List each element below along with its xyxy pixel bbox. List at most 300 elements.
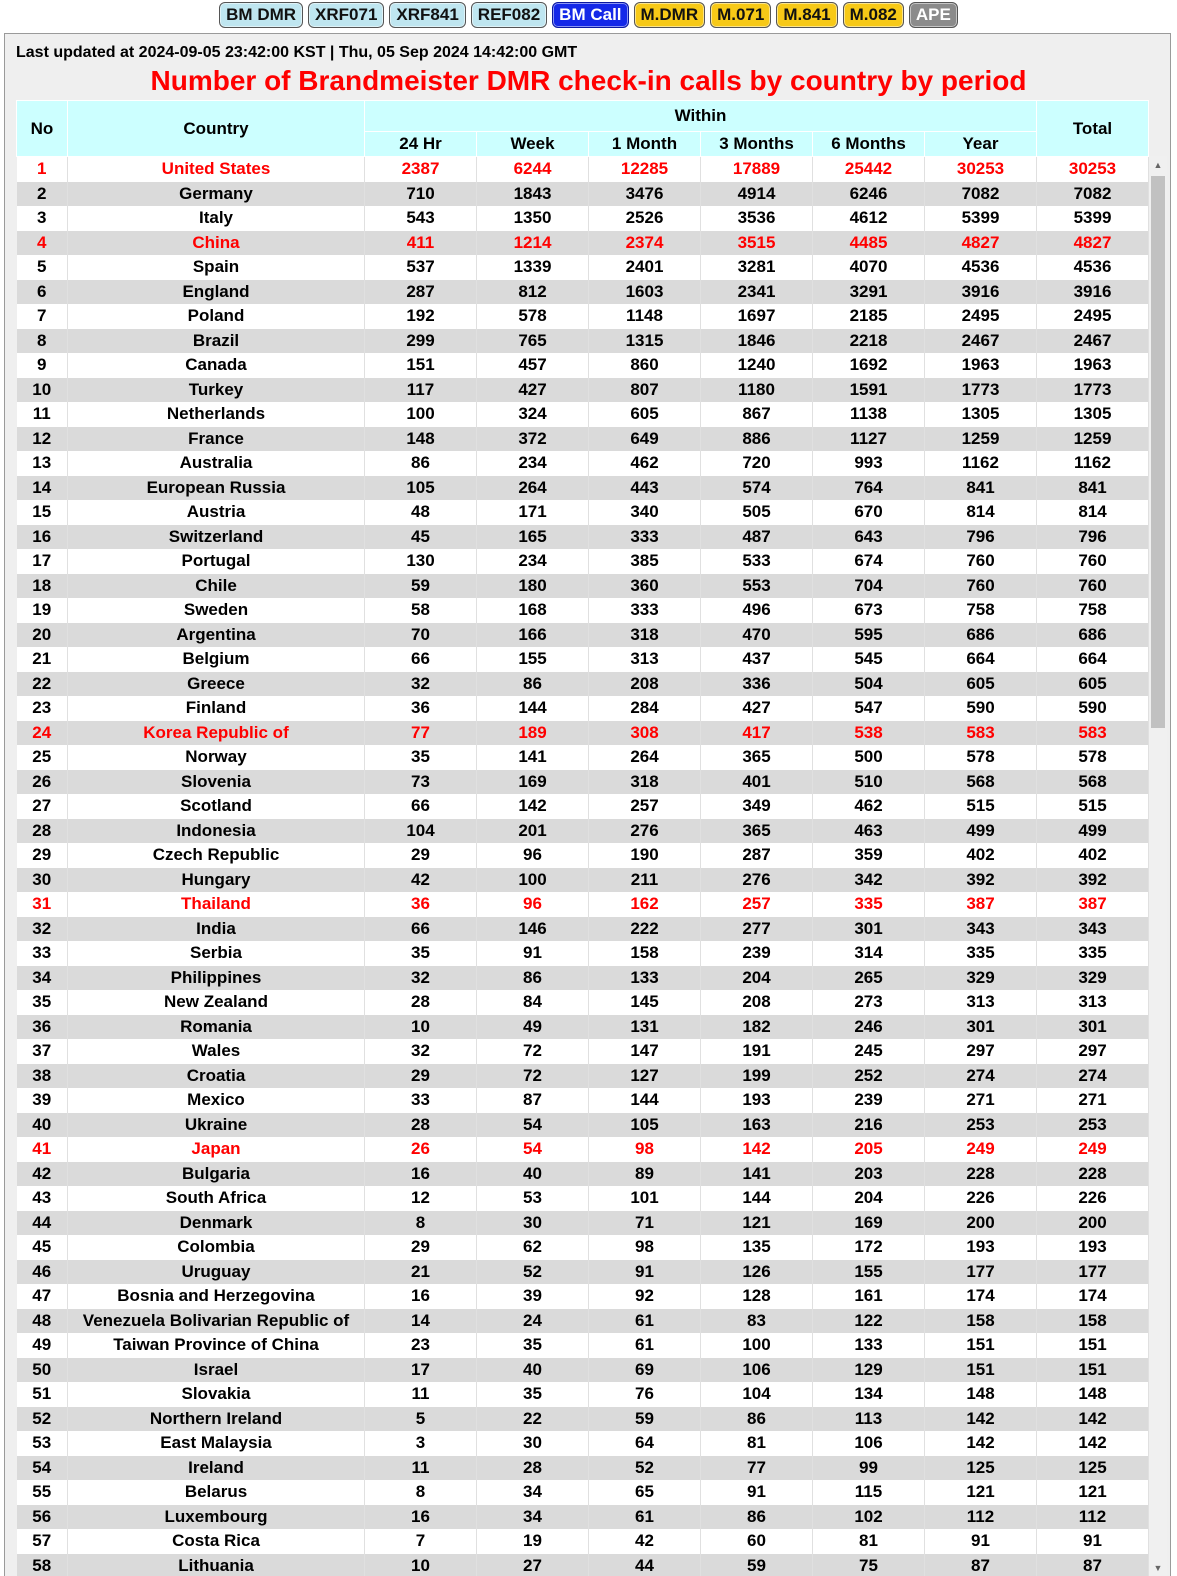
row-no: 45 (17, 1235, 68, 1260)
row-period-value: 1214 (477, 231, 589, 256)
tab-ape[interactable]: APE (909, 2, 958, 28)
row-period-value: 605 (925, 672, 1037, 697)
row-total: 335 (1037, 941, 1149, 966)
row-period-value: 158 (925, 1309, 1037, 1334)
row-no: 39 (17, 1088, 68, 1113)
table-row (17, 1529, 1149, 1554)
row-period-value: 265 (813, 966, 925, 991)
row-period-value: 115 (813, 1480, 925, 1505)
row-period-value: 177 (925, 1260, 1037, 1285)
row-country: Mexico (68, 1088, 365, 1113)
row-period-value: 583 (925, 721, 1037, 746)
table-row (17, 819, 1149, 844)
row-period-value: 704 (813, 574, 925, 599)
row-country: India (68, 917, 365, 942)
row-period-value: 193 (925, 1235, 1037, 1260)
row-country: Sweden (68, 598, 365, 623)
row-period-value: 649 (589, 427, 701, 452)
tab-xrf841[interactable]: XRF841 (389, 2, 465, 28)
row-period-value: 58 (365, 598, 477, 623)
row-period-value: 1315 (589, 329, 701, 354)
row-period-value: 98 (589, 1235, 701, 1260)
row-period-value: 11 (365, 1382, 477, 1407)
row-period-value: 168 (477, 598, 589, 623)
col-header-country: Country (68, 101, 365, 157)
row-period-value: 142 (477, 794, 589, 819)
row-period-value: 49 (477, 1015, 589, 1040)
content-panel (4, 33, 1171, 1576)
row-total: 313 (1037, 990, 1149, 1015)
row-period-value: 313 (925, 990, 1037, 1015)
row-period-value: 34 (477, 1505, 589, 1530)
tab-m-071[interactable]: M.071 (710, 2, 771, 28)
row-period-value: 53 (477, 1186, 589, 1211)
row-period-value: 427 (477, 378, 589, 403)
table-row (17, 1382, 1149, 1407)
row-period-value: 199 (701, 1064, 813, 1089)
row-no: 2 (17, 182, 68, 207)
row-period-value: 216 (813, 1113, 925, 1138)
row-no: 32 (17, 917, 68, 942)
row-period-value: 365 (701, 819, 813, 844)
row-total: 578 (1037, 745, 1149, 770)
row-period-value: 7082 (925, 182, 1037, 207)
row-period-value: 201 (477, 819, 589, 844)
row-total: 1162 (1037, 451, 1149, 476)
row-total: 343 (1037, 917, 1149, 942)
row-period-value: 3916 (925, 280, 1037, 305)
tab-xrf071[interactable]: XRF071 (308, 2, 384, 28)
scroll-up-arrow-icon[interactable]: ▲ (1153, 160, 1163, 170)
row-no: 5 (17, 255, 68, 280)
row-period-value: 8 (365, 1480, 477, 1505)
row-period-value: 21 (365, 1260, 477, 1285)
row-total: 3916 (1037, 280, 1149, 305)
row-period-value: 993 (813, 451, 925, 476)
row-period-value: 595 (813, 623, 925, 648)
row-period-value: 1603 (589, 280, 701, 305)
table-row (17, 1039, 1149, 1064)
row-no: 7 (17, 304, 68, 329)
row-period-value: 171 (477, 500, 589, 525)
row-period-value: 98 (589, 1137, 701, 1162)
row-country: Uruguay (68, 1260, 365, 1285)
row-period-value: 84 (477, 990, 589, 1015)
row-total: 200 (1037, 1211, 1149, 1236)
row-country: Bulgaria (68, 1162, 365, 1187)
row-period-value: 144 (589, 1088, 701, 1113)
row-period-value: 239 (813, 1088, 925, 1113)
row-total: 249 (1037, 1137, 1149, 1162)
row-period-value: 193 (701, 1088, 813, 1113)
row-no: 13 (17, 451, 68, 476)
row-total: 1963 (1037, 353, 1149, 378)
row-period-value: 222 (589, 917, 701, 942)
row-period-value: 161 (813, 1284, 925, 1309)
scrollbar-thumb[interactable] (1151, 176, 1165, 728)
row-period-value: 191 (701, 1039, 813, 1064)
row-total: 1305 (1037, 402, 1149, 427)
row-period-value: 87 (925, 1554, 1037, 1576)
row-no: 50 (17, 1358, 68, 1383)
row-period-value: 52 (477, 1260, 589, 1285)
row-period-value: 301 (813, 917, 925, 942)
row-country: Canada (68, 353, 365, 378)
row-period-value: 100 (701, 1333, 813, 1358)
row-period-value: 87 (477, 1088, 589, 1113)
row-total: 796 (1037, 525, 1149, 550)
row-period-value: 6244 (477, 157, 589, 182)
col-header-period: 1 Month (589, 132, 701, 157)
row-period-value: 578 (477, 304, 589, 329)
row-country: Finland (68, 696, 365, 721)
row-period-value: 1138 (813, 402, 925, 427)
row-period-value: 760 (925, 549, 1037, 574)
row-period-value: 257 (589, 794, 701, 819)
row-period-value: 664 (925, 647, 1037, 672)
scroll-down-arrow-icon[interactable]: ▼ (1153, 1563, 1163, 1573)
row-country: Belarus (68, 1480, 365, 1505)
row-period-value: 10 (365, 1554, 477, 1576)
row-country: Czech Republic (68, 843, 365, 868)
row-period-value: 6246 (813, 182, 925, 207)
row-period-value: 165 (477, 525, 589, 550)
row-period-value: 29 (365, 1064, 477, 1089)
row-period-value: 1846 (701, 329, 813, 354)
table-row (17, 500, 1149, 525)
row-period-value: 35 (477, 1333, 589, 1358)
row-period-value: 670 (813, 500, 925, 525)
row-no: 19 (17, 598, 68, 623)
table-row (17, 304, 1149, 329)
row-period-value: 276 (701, 868, 813, 893)
row-period-value: 28 (365, 990, 477, 1015)
table-row (17, 672, 1149, 697)
row-period-value: 277 (701, 917, 813, 942)
row-period-value: 40 (477, 1358, 589, 1383)
table-row (17, 451, 1149, 476)
row-period-value: 61 (589, 1309, 701, 1334)
row-total: 515 (1037, 794, 1149, 819)
row-period-value: 276 (589, 819, 701, 844)
row-period-value: 134 (813, 1382, 925, 1407)
row-period-value: 130 (365, 549, 477, 574)
row-period-value: 1180 (701, 378, 813, 403)
row-no: 25 (17, 745, 68, 770)
table-row (17, 721, 1149, 746)
row-period-value: 104 (701, 1382, 813, 1407)
row-period-value: 180 (477, 574, 589, 599)
table-row (17, 1480, 1149, 1505)
tab-m-841[interactable]: M.841 (776, 2, 837, 28)
row-period-value: 457 (477, 353, 589, 378)
row-period-value: 105 (365, 476, 477, 501)
table-row (17, 696, 1149, 721)
row-period-value: 4536 (925, 255, 1037, 280)
row-country: Venezuela Bolivarian Republic of (68, 1309, 365, 1334)
row-no: 20 (17, 623, 68, 648)
row-period-value: 35 (477, 1382, 589, 1407)
table-row (17, 1211, 1149, 1236)
row-total: 301 (1037, 1015, 1149, 1040)
row-period-value: 81 (701, 1431, 813, 1456)
row-period-value: 249 (925, 1137, 1037, 1162)
col-header-within: Within (365, 101, 1037, 132)
table-row (17, 157, 1149, 182)
row-period-value: 77 (701, 1456, 813, 1481)
row-no: 18 (17, 574, 68, 599)
row-period-value: 314 (813, 941, 925, 966)
row-no: 3 (17, 206, 68, 231)
row-total: 760 (1037, 574, 1149, 599)
row-total: 142 (1037, 1407, 1149, 1432)
row-country: Chile (68, 574, 365, 599)
row-period-value: 17 (365, 1358, 477, 1383)
last-updated-text: Last updated at 2024-09-05 23:42:00 KST | Thu, 05 Sep 2024 14:42:00 GMT (16, 44, 578, 61)
row-no: 6 (17, 280, 68, 305)
row-period-value: 3291 (813, 280, 925, 305)
row-period-value: 30 (477, 1431, 589, 1456)
row-country: Brazil (68, 329, 365, 354)
table-row (17, 255, 1149, 280)
row-period-value: 12285 (589, 157, 701, 182)
table-row (17, 1064, 1149, 1089)
row-period-value: 365 (701, 745, 813, 770)
row-period-value: 360 (589, 574, 701, 599)
row-country: Korea Republic of (68, 721, 365, 746)
row-period-value: 427 (701, 696, 813, 721)
row-period-value: 106 (813, 1431, 925, 1456)
row-period-value: 605 (589, 402, 701, 427)
row-period-value: 189 (477, 721, 589, 746)
row-total: 402 (1037, 843, 1149, 868)
row-total: 121 (1037, 1480, 1149, 1505)
row-no: 55 (17, 1480, 68, 1505)
row-country: Wales (68, 1039, 365, 1064)
row-country: Spain (68, 255, 365, 280)
row-total: 112 (1037, 1505, 1149, 1530)
row-period-value: 54 (477, 1137, 589, 1162)
row-country: South Africa (68, 1186, 365, 1211)
row-period-value: 35 (365, 941, 477, 966)
table-row (17, 794, 1149, 819)
row-period-value: 148 (365, 427, 477, 452)
row-no: 11 (17, 402, 68, 427)
row-country: Colombia (68, 1235, 365, 1260)
row-no: 22 (17, 672, 68, 697)
row-no: 37 (17, 1039, 68, 1064)
table-row (17, 427, 1149, 452)
row-period-value: 91 (925, 1529, 1037, 1554)
table-row (17, 941, 1149, 966)
row-period-value: 401 (701, 770, 813, 795)
stats-table-container[interactable] (16, 100, 1167, 1576)
row-period-value: 313 (589, 647, 701, 672)
row-period-value: 204 (813, 1186, 925, 1211)
table-row (17, 770, 1149, 795)
tab-m-dmr[interactable]: M.DMR (634, 2, 706, 28)
row-period-value: 25442 (813, 157, 925, 182)
row-country: Lithuania (68, 1554, 365, 1576)
col-header-period: Week (477, 132, 589, 157)
row-period-value: 2467 (925, 329, 1037, 354)
checkin-stats-table (16, 100, 1149, 1576)
row-period-value: 2341 (701, 280, 813, 305)
table-row (17, 476, 1149, 501)
row-period-value: 91 (701, 1480, 813, 1505)
table-row (17, 1260, 1149, 1285)
row-country: Bosnia and Herzegovina (68, 1284, 365, 1309)
row-period-value: 1843 (477, 182, 589, 207)
row-period-value: 121 (701, 1211, 813, 1236)
row-no: 40 (17, 1113, 68, 1138)
row-period-value: 142 (925, 1431, 1037, 1456)
row-country: Norway (68, 745, 365, 770)
row-total: 664 (1037, 647, 1149, 672)
row-period-value: 151 (925, 1333, 1037, 1358)
row-period-value: 764 (813, 476, 925, 501)
row-period-value: 335 (813, 892, 925, 917)
row-period-value: 402 (925, 843, 1037, 868)
row-no: 38 (17, 1064, 68, 1089)
row-no: 51 (17, 1382, 68, 1407)
row-period-value: 73 (365, 770, 477, 795)
row-period-value: 487 (701, 525, 813, 550)
row-no: 48 (17, 1309, 68, 1334)
row-period-value: 553 (701, 574, 813, 599)
row-period-value: 144 (701, 1186, 813, 1211)
table-row (17, 1015, 1149, 1040)
tab-bm-call[interactable]: BM Call (552, 2, 628, 28)
row-period-value: 437 (701, 647, 813, 672)
row-no: 16 (17, 525, 68, 550)
row-period-value: 758 (925, 598, 1037, 623)
row-period-value: 1697 (701, 304, 813, 329)
row-period-value: 81 (813, 1529, 925, 1554)
row-period-value: 211 (589, 868, 701, 893)
row-period-value: 155 (813, 1260, 925, 1285)
table-row (17, 1358, 1149, 1383)
row-country: Thailand (68, 892, 365, 917)
row-period-value: 72 (477, 1039, 589, 1064)
row-period-value: 12 (365, 1186, 477, 1211)
row-period-value: 462 (589, 451, 701, 476)
row-period-value: 1148 (589, 304, 701, 329)
row-period-value: 205 (813, 1137, 925, 1162)
row-period-value: 253 (925, 1113, 1037, 1138)
row-period-value: 32 (365, 966, 477, 991)
tab-bm-dmr[interactable]: BM DMR (219, 2, 303, 28)
row-period-value: 463 (813, 819, 925, 844)
table-row (17, 843, 1149, 868)
row-period-value: 17889 (701, 157, 813, 182)
row-period-value: 14 (365, 1309, 477, 1334)
row-period-value: 129 (813, 1358, 925, 1383)
row-total: 177 (1037, 1260, 1149, 1285)
row-country: Greece (68, 672, 365, 697)
row-period-value: 333 (589, 525, 701, 550)
row-period-value: 24 (477, 1309, 589, 1334)
row-country: Croatia (68, 1064, 365, 1089)
row-total: 193 (1037, 1235, 1149, 1260)
row-period-value: 2374 (589, 231, 701, 256)
row-period-value: 515 (925, 794, 1037, 819)
row-country: Scotland (68, 794, 365, 819)
table-row (17, 868, 1149, 893)
row-period-value: 144 (477, 696, 589, 721)
row-total: 7082 (1037, 182, 1149, 207)
row-period-value: 100 (477, 868, 589, 893)
tab-m-082[interactable]: M.082 (843, 2, 904, 28)
row-no: 17 (17, 549, 68, 574)
row-period-value: 578 (925, 745, 1037, 770)
row-period-value: 545 (813, 647, 925, 672)
row-period-value: 112 (925, 1505, 1037, 1530)
row-period-value: 7 (365, 1529, 477, 1554)
row-period-value: 86 (477, 672, 589, 697)
row-total: 142 (1037, 1431, 1149, 1456)
row-total: 5399 (1037, 206, 1149, 231)
row-period-value: 417 (701, 721, 813, 746)
row-period-value: 66 (365, 647, 477, 672)
row-total: 158 (1037, 1309, 1149, 1334)
row-period-value: 60 (701, 1529, 813, 1554)
row-period-value: 121 (925, 1480, 1037, 1505)
row-country: Turkey (68, 378, 365, 403)
row-period-value: 533 (701, 549, 813, 574)
row-no: 36 (17, 1015, 68, 1040)
row-country: France (68, 427, 365, 452)
row-country: United States (68, 157, 365, 182)
row-period-value: 32 (365, 672, 477, 697)
table-row (17, 1284, 1149, 1309)
row-no: 9 (17, 353, 68, 378)
row-no: 52 (17, 1407, 68, 1432)
row-period-value: 113 (813, 1407, 925, 1432)
row-no: 57 (17, 1529, 68, 1554)
row-period-value: 162 (589, 892, 701, 917)
table-row (17, 1235, 1149, 1260)
row-period-value: 36 (365, 696, 477, 721)
row-period-value: 5399 (925, 206, 1037, 231)
row-period-value: 3515 (701, 231, 813, 256)
row-period-value: 72 (477, 1064, 589, 1089)
row-country: Slovakia (68, 1382, 365, 1407)
row-period-value: 3536 (701, 206, 813, 231)
row-period-value: 101 (589, 1186, 701, 1211)
table-row (17, 378, 1149, 403)
row-country: Luxembourg (68, 1505, 365, 1530)
row-total: 151 (1037, 1358, 1149, 1383)
row-period-value: 505 (701, 500, 813, 525)
row-period-value: 86 (365, 451, 477, 476)
tab-ref082[interactable]: REF082 (471, 2, 547, 28)
row-period-value: 28 (477, 1456, 589, 1481)
row-total: 568 (1037, 770, 1149, 795)
row-country: Portugal (68, 549, 365, 574)
table-row (17, 1186, 1149, 1211)
row-period-value: 100 (365, 402, 477, 427)
table-scrollbar[interactable] (1149, 156, 1167, 1576)
row-period-value: 510 (813, 770, 925, 795)
row-total: 30253 (1037, 157, 1149, 182)
row-period-value: 257 (701, 892, 813, 917)
row-period-value: 234 (477, 549, 589, 574)
table-row (17, 549, 1149, 574)
row-period-value: 200 (925, 1211, 1037, 1236)
row-period-value: 4827 (925, 231, 1037, 256)
table-row (17, 1431, 1149, 1456)
